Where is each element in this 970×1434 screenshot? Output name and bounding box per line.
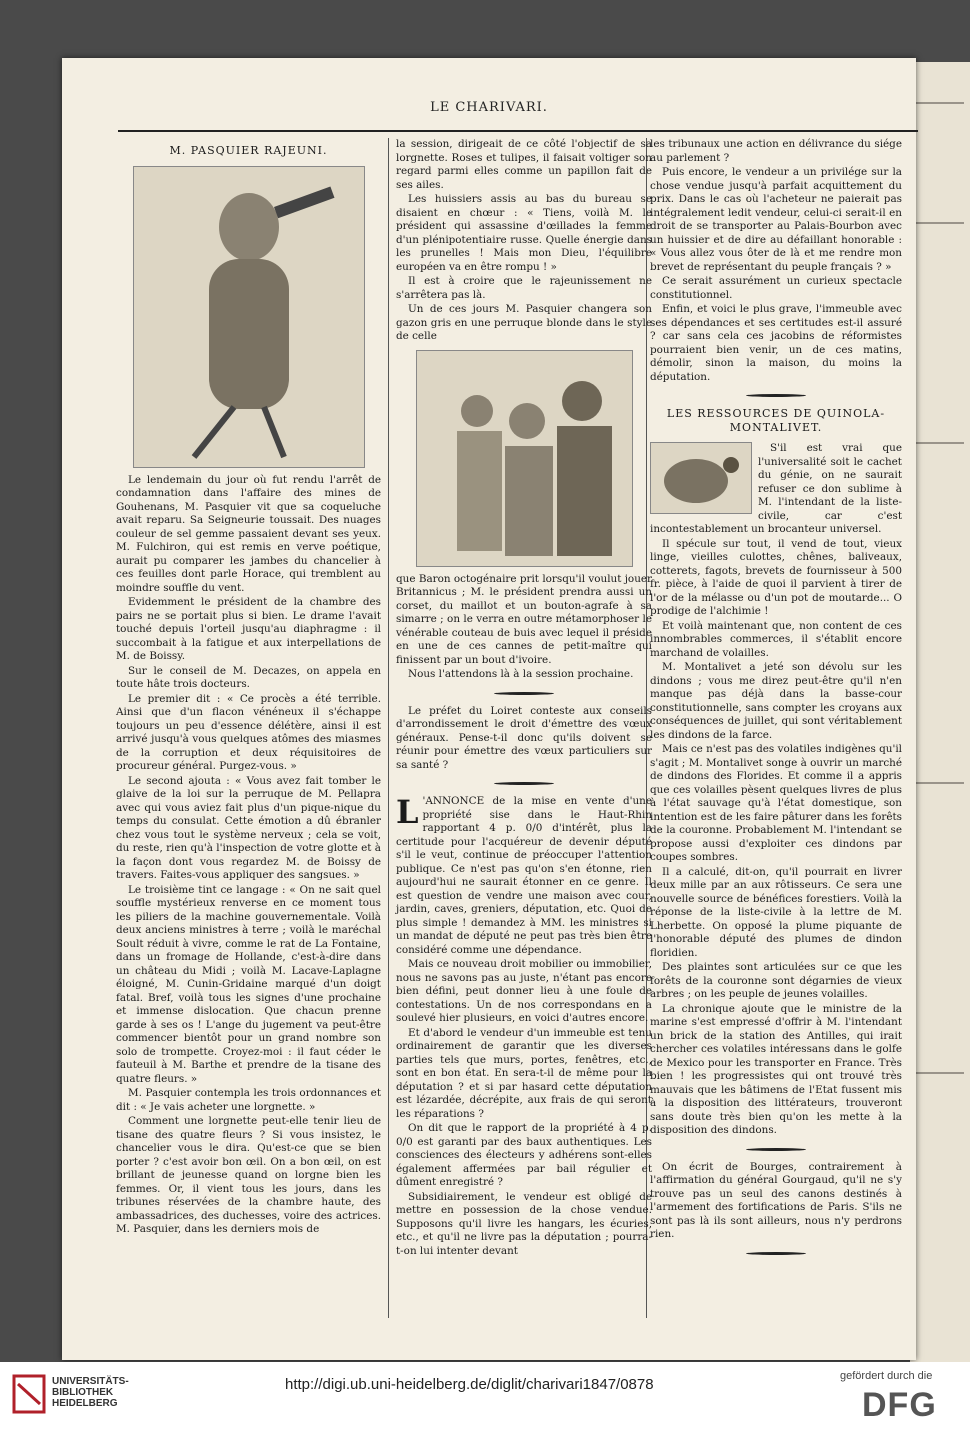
article-body: Le lendemain du jour où fut rendu l'arrêt de condamnation dans l'affaire des mines de Gouhenans, M. Pasquier vit que sa coqueluche avait reparu. Sa Seigneurie toussait. Des nuages couleur de sel gemme passaient devant ses yeux. M. Fulchiron, qui est remis en verve poétique, aurait pu comparer les jambes du chancelier à ces feuilles dont parle Horace, qui tremblent au moindre souffle du vent. Evidemment le président de la chambre des pairs ne se portait plus si bien. Le drame l'avait touché depuis l'orteil jusqu'au diaphragme : il succombait à la fatigue et aux interpellations de M. de Boissy. Sur le conseil de M. Decazes, on appela en toute hâte trois docteurs. Le premier dit : « Ce procès a été terrible. Ainsi que d'un flacon vénéneux il s'échappe toujours un peu d'essence délétère, ainsi il est arrivé jusqu'à vous quelques atômes des miasmes de la corruption et deux réquisitoires de procureur général. Purgez-vous. » Le second ajouta : « Vous avez fait tomber le glaive de la loi sur la perruque de M. Pellapra avec qui vous aviez fait plus d'un pique-nique du temps du consulat. Cette émotion a dû ébranler chez vous tout le système nerveux ; cela se voit, du reste, rien qu'à l'inspection de votre glotte et à la façon dont vous regardez M. de Boissy de travers. Faites-vous appliquer des sangsues. » Le troisième tint ce langage : « On ne sait quel souffle mystérieux renverse en ce moment tous les piliers de la machine gouvernementale. Voilà deux anciens ministres à terre ; voilà le maréchal Soult réduit à vivre, comme le rat de La Fontaine, dans un fromage de Hollande, c'est-à-dire dans un château du Midi ; voilà M. Lacave-Laplagne éloigné, M. Cunin-Gridaine marqué d'un doigt fatal. Bref, voilà tous les signes d'une prochaine et immense dislocation. Que chacun prenne garde à ses os ! L'ange du jugement va peut-être commencer bientôt pour un grand nombre son solo de trompette. Croyez-moi : il faut céder le fauteuil à M. Barthe et prendre de la tisane des quatre fleurs. » M. Pasquier contempla les trois ordonnances et dit : « Je vais acheter une lorgnette. » Comment une lorgnette peut-elle tenir lieu de tisane des quatre fleurs ? Si vous insistez, le chancelier vous le dira. Qu'est-ce que se bien porter ? c'est avoir bon œil. On a bon œil, on est brillant de jeunesse quand on lorgne bien les femmes. Or, il vient tous les jours, dans les tribunes réservées de la chambre haute, des ambassadrices, des duchesses, voire des actrices. M. Pasquier, dans les derniers mois de	[116, 473, 381, 1235]
article-body-continued: que Baron octogénaire prit lorsqu'il voulut jouer Britannicus ; M. le président prendra aussi un corset, du maillot et un bouton-agrafe à sa simarre ; on le verra en outre métamorphoser le vénérable couteau de buis avec lequel il préside en une de ces cannes de petit-maître qui finissent par un bout d'ivoire. Nous l'attendons là à la session prochaine.	[396, 572, 652, 680]
university-library-label[interactable]: UNIVERSITÄTS- BIBLIOTHEK HEIDELBERG	[52, 1376, 129, 1409]
column-1	[116, 138, 381, 1238]
article-title-pasquier: M. PASQUIER RAJEUNI.	[169, 144, 328, 157]
article-body: S'il est vrai que l'universalité soit le cachet du génie, on ne saurait refuser ce don sublime à M. l'intendant de la liste-civile, car c'est incontestablement un brocanteur universel. Il spécule sur tout, il vend de tout, vieux linge, vieilles culottes, chênes, baliveaux, cotterets, fagots, brevets de fournisseur à 500 fr. pièce, à l'aide de quoi il parvient à tirer de l'or de la mélasse ou d'un pot de moutarde... O prodige de l'alchimie ! Et voilà maintenant que, non content de ces innombrables commerces, il s'établit encore marchand de volailles. M. Montalivet a jeté son dévolu sur les dindons ; vous me direz peut-être qu'il n'en manque pas déjà dans la basse-cour constitutionnelle, sans compter les croyans aux conséquences de juillet, qui sont véritablement les dindons de la farce. Mais ce n'est pas des volatiles indigènes qu'il s'agit ; M. Montalivet songe à ouvrir un marché de dindons des Florides. Et comme il a appris que ces volailles pèsent quelques livres de plus à l'état sauvage qu'à l'état domestique, son intention est de les faire pâturer dans les forêts de la couronne. Probablement M. l'intendant se propose aussi d'exploiter ces dindons par coupes sombres. Il a calculé, dit-on, qu'il pourrait en livrer deux mille par an aux rôtisseurs. Ce sera une nouvelle source de bénéfices forestiers. Voilà la réponse de la liste-civile à la lettre de M. Lherbette. On opposé la plume piquante de l'honorable député des plumes de dindon floridien. Des plaintes sont articulées sur ce que les forêts de la couronne sont dégarnies de vieux arbres ; on les peuple de jeunes volailles. La chronique ajoute que le ministre de la marine s'est empressé d'offrir à M. l'intendant un brick de la station des Antilles, qui irait chercher ces volatiles intéressans dans le golfe de Mexico pour les transporter en France. Très bien ! les progressistes qui ont trouvé très mauvais que les bâtimens de l'Etat fussent mis à la disposition des littérateurs, trouveront sans doute très bien qu'on les mette à la disposition des dindons.	[650, 442, 902, 1136]
article-body: la session, dirigeait de ce côté l'objectif de sa lorgnette. Roses et tulipes, il faisait voltiger son regard parmi elles comme un papillon fait de ses ailes. Les huissiers assis au bas du bureau se disaient en chœur : « Tiens, voilà M. le président qui assassine d'œillades la femme d'un plénipotentiaire russe. Quelle énergie dans les prunelles ! Mais mon Dieu, l'équilibre européen va en être rompu ! » Il est à croire que le rajeunissement ne s'arrêtera pas là. Un de ces jours M. Pasquier changera son gazon gris en une perruque blonde dans le style de celle	[396, 138, 652, 342]
turkey-illustration	[650, 442, 752, 514]
viewer-footer	[0, 1362, 970, 1434]
man-with-lorgnette-icon	[134, 167, 364, 467]
separator	[746, 1252, 806, 1255]
caricature-illustration	[133, 166, 365, 468]
article-title-quinola: LES RESSOURCES DE QUINOLA-MONTALIVET.	[666, 407, 886, 434]
newspaper-page	[62, 58, 916, 1360]
adjacent-page-edge	[910, 62, 970, 1362]
funded-by-label: gefördert durch die	[840, 1370, 933, 1382]
separator	[746, 1148, 806, 1151]
drop-cap: L	[396, 793, 419, 831]
permalink-url[interactable]: http://digi.ub.uni-heidelberg.de/diglit/charivari1847/0878	[285, 1376, 654, 1393]
turkey-icon	[651, 443, 751, 513]
masthead: LE CHARIVARI.	[430, 100, 548, 115]
loiret-item: Le préfet du Loiret conteste aux conseils d'arrondissement le droit d'émettre des vœux généraux. Pense-t-il donc qu'ils doivent se réunir pour émettre des vœux particuliers sur sa santé ?	[396, 704, 652, 771]
column-3	[650, 138, 902, 1265]
bourges-item: On écrit de Bourges, contrairement à l'affirmation du général Gourgaud, qu'il ne s'y trouve pas un seul des canons destinés à l'armement des fortifications de Paris. S'ils ne sont pas là ils sont ailleurs, nous n'y perdrons rien.	[650, 1160, 902, 1240]
top-rule	[118, 130, 918, 132]
column-rule	[388, 138, 389, 1318]
separator	[494, 782, 554, 785]
university-seal-icon[interactable]	[12, 1374, 46, 1414]
separator	[494, 692, 554, 695]
annonce-article: L 'ANNONCE de la mise en vente d'une propriété sise dans le Haut-Rhin rapportant 4 p. 0/0 d'intérêt, plus la certitude pour l'acquéreur de devenir député s'il le veut, continue de préoccuper l'attention publique. Ce n'est pas qu'on s'en étonne, rien aujourd'hui ne saurait étonner en ce genre. Il est question de vendre une maison avec cour, jardin, caves, greniers, députation, etc. Quoi de plus simple ! demandez à MM. les ministres si un mandat de député ne peut pas très bien être considéré comme une dépendance. Mais ce nouveau droit mobilier ou immobilier, nous ne savons pas au juste, n'étant pas encore bien défini, peut donner lieu à une foule de contestations. Un de nos correspondans en a soulevé hier plusieurs, en voici d'autres encore. Et d'abord le vendeur d'un immeuble est tenu ordinairement de garantir que les diverses parties tels que murs, portes, fenêtres, etc., sont en bon état. En sera-t-il de même pour la députation ? et si par hasard cette députation est lézardée, décrépite, aux frais de qui seront les réparations ? On dit que le rapport de la propriété à 4 p. 0/0 est garanti par des baux authentiques. Les consciences des électeurs y adhérens sont-elles également affermées par bail régulier et dûment enregistré ? Subsidiairement, le vendeur est obligé de mettre en possession de la chose vendue. Supposons qu'il livre les hangars, les écuries, etc., et qu'il ne livre pas la députation ; pourra-t-on lui intenter devant	[396, 793, 652, 1257]
figures-sketch-icon	[417, 351, 632, 566]
dfg-logo[interactable]: DFG	[862, 1386, 937, 1424]
column-2	[396, 138, 652, 1259]
separator	[746, 394, 806, 397]
article-body: les tribunaux une action en délivrance du siége au parlement ? Puis encore, le vendeur a un privilége sur la chose vendue jusqu'à parfait acquittement du prix. Dans le cas où l'acheteur ne paierait pas intégralement ledit vendeur, celui-ci serait-il en droit de se transporter au Palais-Bourbon avec un huissier et de dire au défaillant honorable : « Vous allez vous ôter de là et me rendre mon brevet de représentant du peuple français ? » Ce serait assurément un curieux spectacle constitutionnel. Enfin, et voici le plus grave, l'immeuble avec ses dépendances et ses certitudes est-il assuré ? car sans cela ces jacobins de réformistes pourraient bien venir, un de ces matins, démolir, sinon la maison, du moins la députation.	[650, 138, 902, 383]
chamber-illustration	[416, 350, 633, 567]
